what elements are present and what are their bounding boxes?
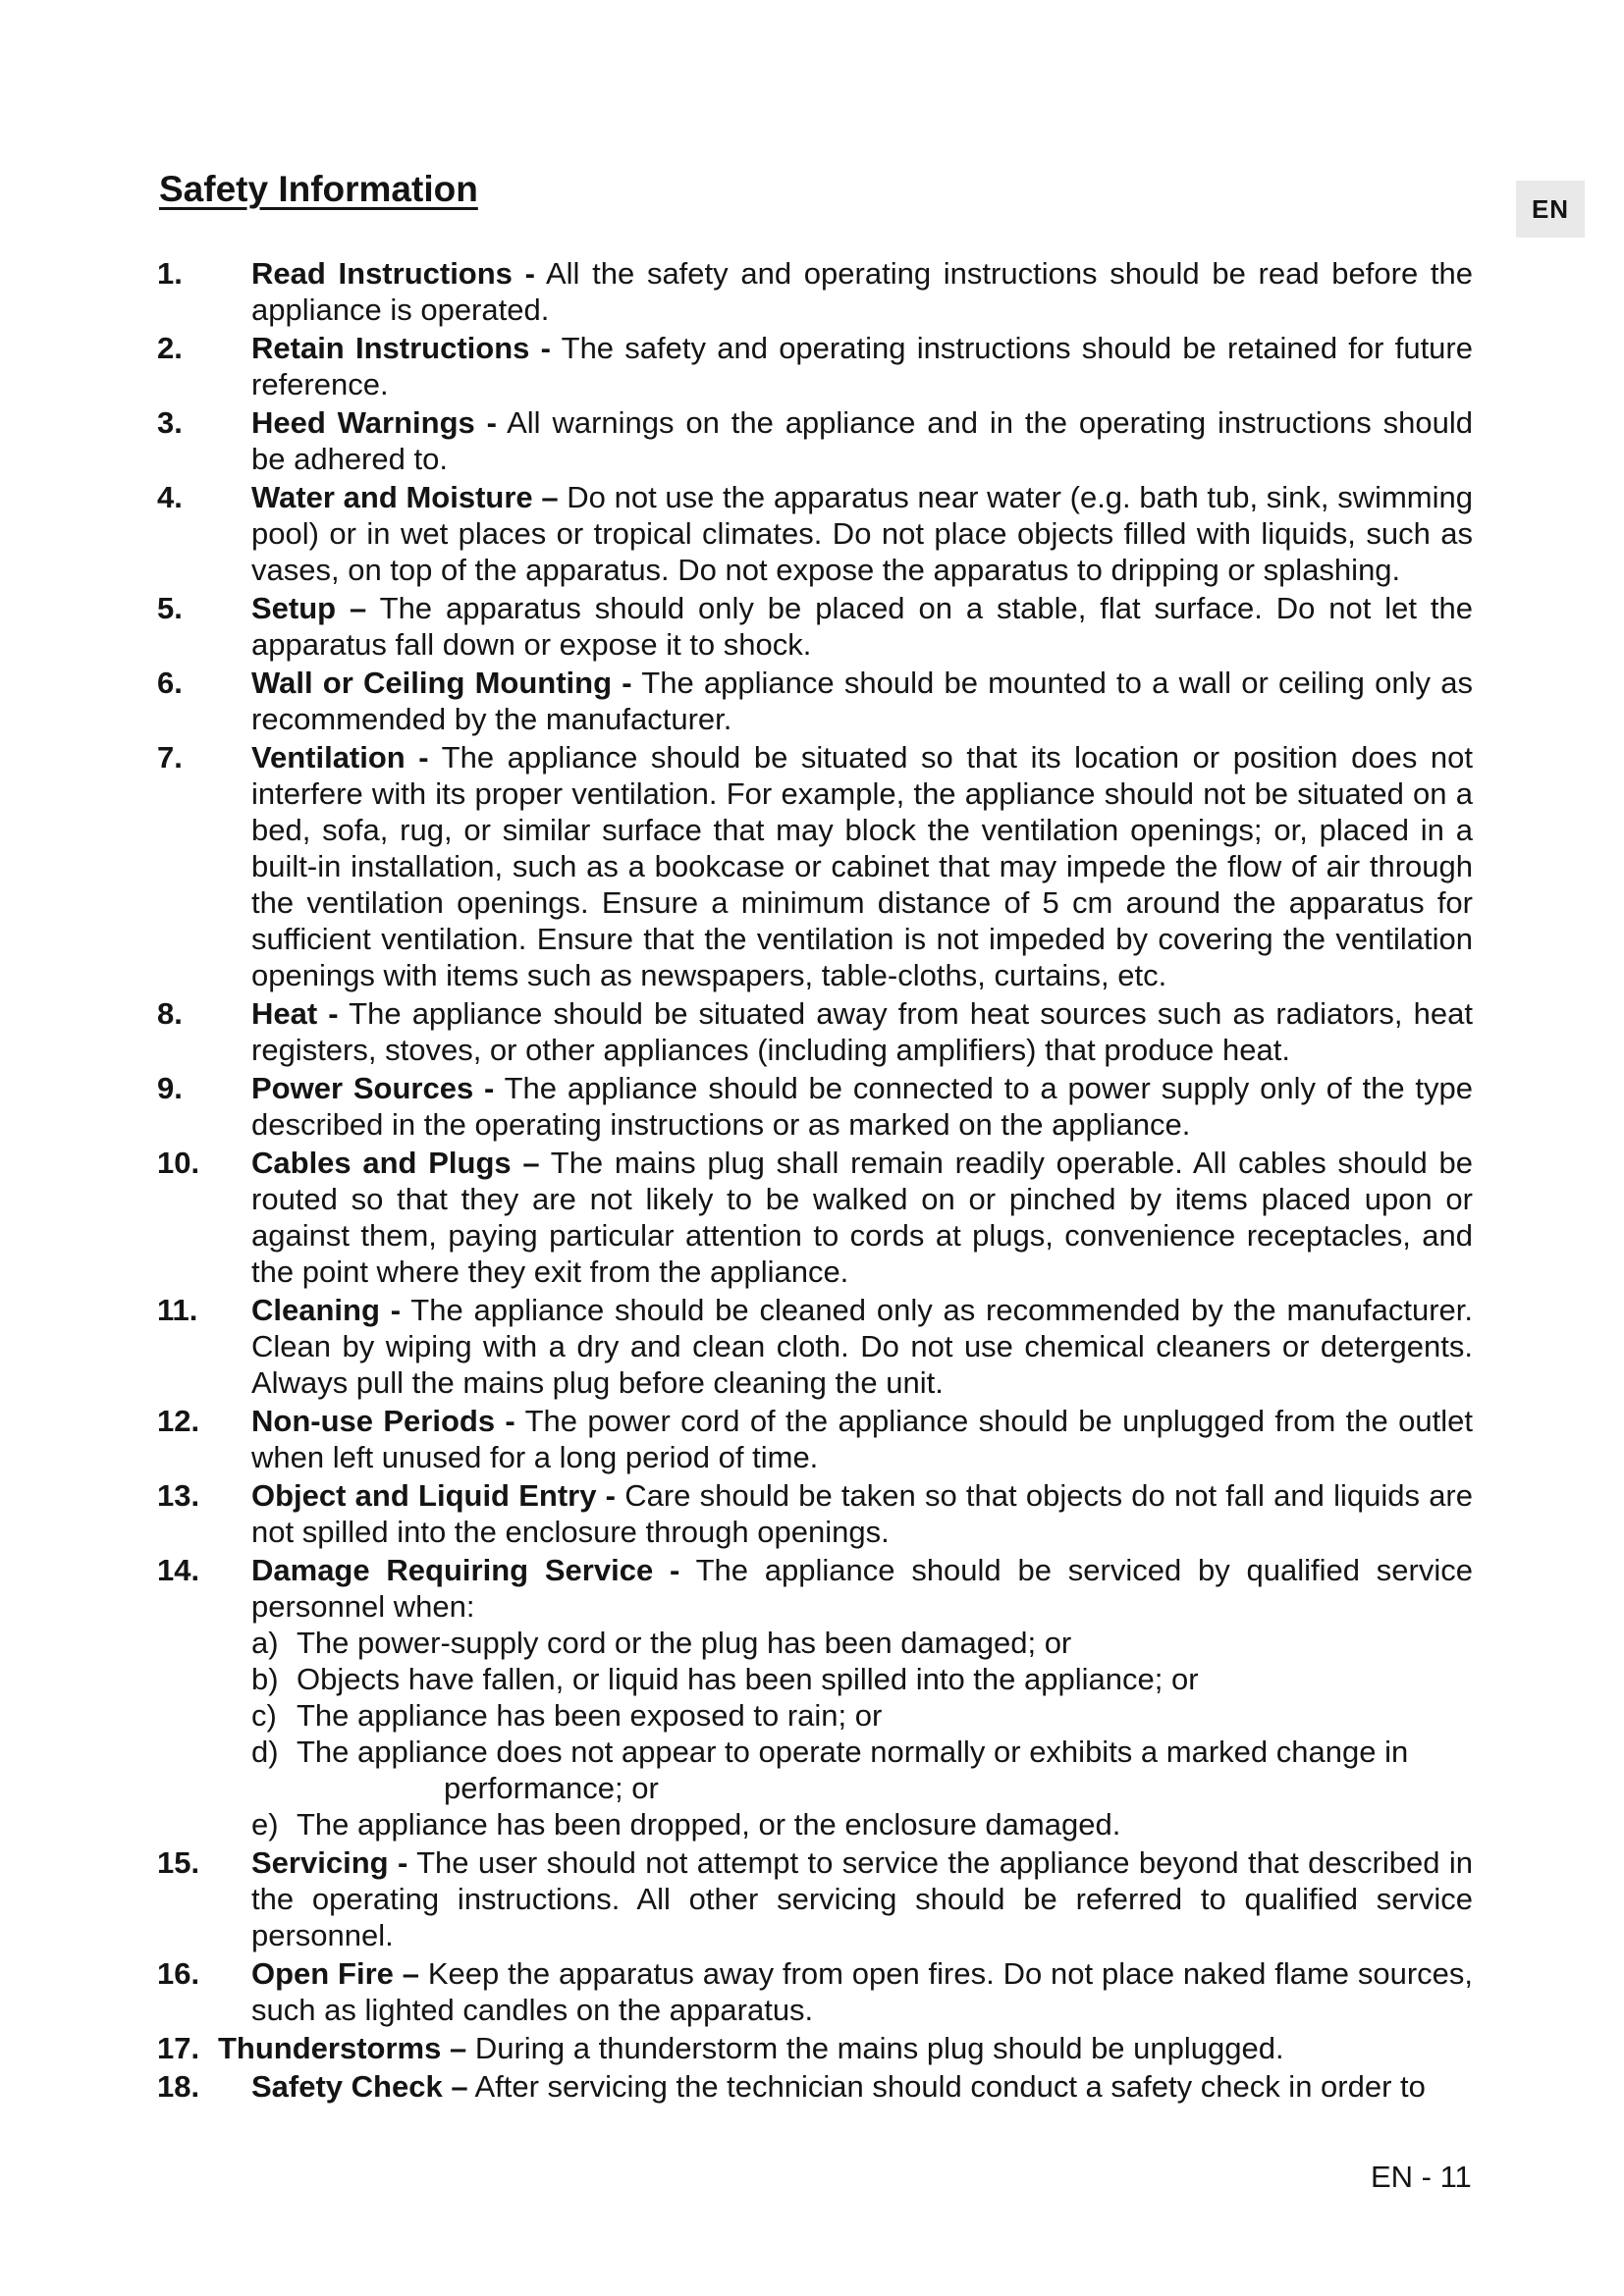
item-number: 9.	[157, 1071, 183, 1105]
item-text: The appliance should be situated so that its location or position does not interfere with its proper ventilation. For example, the appliance should not be situated on a bed, sofa, rug, or similar surface that may block the ventilation openings; or, placed in a built-in installation, such as a bookcase or cabinet that may impede the flow of air through the ventilation openings. Ensure a minimum distance of 5 cm around the apparatus for sufficient ventilation. Ensure that the ventilation is not impeded by covering the ventilation openings with items such as newspapers, table-cloths, curtains, etc.	[251, 740, 1473, 992]
list-item	[157, 590, 1473, 663]
item-title: Non-use Periods -	[251, 1404, 515, 1438]
item-title: Power Sources -	[251, 1071, 495, 1105]
list-item	[157, 330, 1473, 402]
item-title: Open Fire –	[251, 1956, 419, 1991]
language-tab: EN	[1516, 181, 1585, 238]
item-title: Wall or Ceiling Mounting -	[251, 666, 632, 700]
list-item	[157, 255, 1473, 328]
list-item	[157, 665, 1473, 737]
item-text: The safety and operating instructions should be retained for future reference.	[251, 331, 1473, 401]
item-text: After servicing the technician should conduct a safety check in order to	[467, 2069, 1426, 2104]
list-item	[157, 1403, 1473, 1475]
damage-sub-list	[251, 1625, 1473, 1842]
item-text: The power cord of the appliance should be unplugged from the outlet when left unused for a long period of time.	[251, 1404, 1473, 1474]
sub-item-label: e)	[251, 1807, 279, 1842]
item-number: 15.	[157, 1845, 200, 1880]
item-text: All the safety and operating instructions should be read before the appliance is operated.	[251, 256, 1473, 327]
item-number: 11.	[157, 1293, 198, 1327]
item-text: Keep the apparatus away from open fires. Do not place naked flame sources, such as lighted candles on the apparatus.	[251, 1956, 1474, 2027]
item-text: The appliance should be serviced by qualified service personnel when:	[251, 1553, 1474, 1624]
list-item	[157, 479, 1473, 588]
item-text: During a thunderstorm the mains plug should be unplugged.	[466, 2031, 1284, 2065]
list-item	[157, 1070, 1473, 1143]
item-text: All warnings on the appliance and in the operating instructions should be adhered to.	[251, 405, 1473, 476]
item-title: Damage Requiring Service -	[251, 1553, 680, 1587]
item-title: Thunderstorms –	[218, 2031, 467, 2065]
sub-list-item	[251, 1806, 1473, 1842]
item-number: 1.	[157, 256, 183, 291]
sub-item-text: The appliance has been exposed to rain; or	[297, 1698, 883, 1733]
page-number: EN - 11	[1371, 2160, 1472, 2194]
sub-item-text: The power-supply cord or the plug has been damaged; or	[297, 1626, 1072, 1660]
sub-list-item	[251, 1625, 1473, 1661]
item-title: Safety Check –	[251, 2069, 468, 2104]
item-number: 2.	[157, 331, 183, 365]
item-title: Cables and Plugs –	[251, 1146, 540, 1180]
list-item	[157, 1477, 1473, 1550]
item-number: 18.	[157, 2069, 200, 2104]
item-text: The appliance should be mounted to a wall or ceiling only as recommended by the manufacturer.	[251, 666, 1473, 736]
item-title: Water and Moisture –	[251, 480, 559, 514]
list-item	[157, 995, 1473, 1068]
item-number: 7.	[157, 740, 183, 774]
item-title: Heed Warnings -	[251, 405, 497, 440]
item-title: Cleaning -	[251, 1293, 402, 1327]
safety-list	[157, 255, 1473, 2107]
item-number: 14.	[157, 1553, 200, 1587]
sub-item-text-continuation: performance; or	[444, 1771, 659, 1805]
item-number: 4.	[157, 480, 183, 514]
list-item	[157, 1844, 1473, 1953]
sub-item-text: The appliance has been dropped, or the enclosure damaged.	[297, 1807, 1121, 1842]
sub-list-item	[251, 1734, 1473, 1806]
item-title: Object and Liquid Entry -	[251, 1478, 616, 1513]
item-title: Heat -	[251, 996, 339, 1031]
list-item	[157, 1145, 1473, 1290]
list-item	[157, 1552, 1473, 1842]
list-item	[157, 404, 1473, 477]
item-number: 5.	[157, 591, 183, 625]
item-title: Setup –	[251, 591, 367, 625]
item-number: 6.	[157, 666, 183, 700]
sub-list-item	[251, 1697, 1473, 1734]
item-number: 12.	[157, 1404, 200, 1438]
item-title: Retain Instructions -	[251, 331, 551, 365]
sub-item-text-line: The appliance does not appear to operate normally or exhibits a marked change in	[297, 1735, 1409, 1769]
list-item	[157, 2030, 1473, 2066]
item-text: The appliance should be situated away from heat sources such as radiators, heat registers, stoves, or other appliances (including amplifiers) that produce heat.	[251, 996, 1473, 1067]
item-text: The user should not attempt to service the appliance beyond that described in the operating instructions. All other servicing should be referred to qualified service personnel.	[251, 1845, 1473, 1952]
sub-item-text	[297, 1735, 1473, 1806]
item-number: 13.	[157, 1478, 200, 1513]
sub-list-item	[251, 1661, 1473, 1697]
list-item	[157, 739, 1473, 993]
item-number: 3.	[157, 405, 183, 440]
item-text: The appliance should be cleaned only as recommended by the manufacturer. Clean by wiping with a dry and clean cloth. Do not use chemical cleaners or detergents. Always pull the mains plug before cleaning the unit.	[251, 1293, 1473, 1400]
item-number: 10.	[157, 1146, 200, 1180]
item-text: The apparatus should only be placed on a stable, flat surface. Do not let the apparatus fall down or expose it to shock.	[251, 591, 1474, 662]
item-title: Read Instructions -	[251, 256, 535, 291]
item-number: 8.	[157, 996, 183, 1031]
sub-item-label: d)	[251, 1735, 279, 1769]
item-text: Do not use the apparatus near water (e.g. bath tub, sink, swimming pool) or in wet places or tropical climates. Do not place objects filled with liquids, such as vases, on top of the apparatus. Do not expose the apparatus to dripping or splashing.	[251, 480, 1473, 587]
sub-item-label: b)	[251, 1662, 279, 1696]
item-text: The mains plug shall remain readily operable. All cables should be routed so that they are not likely to be walked on or pinched by items placed upon or against them, paying particular attention to cords at plugs, convenience receptacles, and the point where they exit from the appliance.	[251, 1146, 1473, 1289]
item-text: The appliance should be connected to a power supply only of the type described in the operating instructions or as marked on the appliance.	[251, 1071, 1473, 1142]
sub-item-label: a)	[251, 1626, 279, 1660]
list-item	[157, 1292, 1473, 1401]
sub-item-label: c)	[251, 1698, 277, 1733]
item-text: Care should be taken so that objects do not fall and liquids are not spilled into the enclosure through openings.	[251, 1478, 1473, 1549]
list-item	[157, 2068, 1473, 2105]
page-title: Safety Information	[159, 169, 478, 209]
item-title: Servicing -	[251, 1845, 408, 1880]
item-number: 16.	[157, 1956, 200, 1991]
item-number: 17.	[157, 2031, 200, 2065]
list-item	[157, 1955, 1473, 2028]
sub-item-text: Objects have fallen, or liquid has been spilled into the appliance; or	[297, 1662, 1199, 1696]
item-title: Ventilation -	[251, 740, 429, 774]
